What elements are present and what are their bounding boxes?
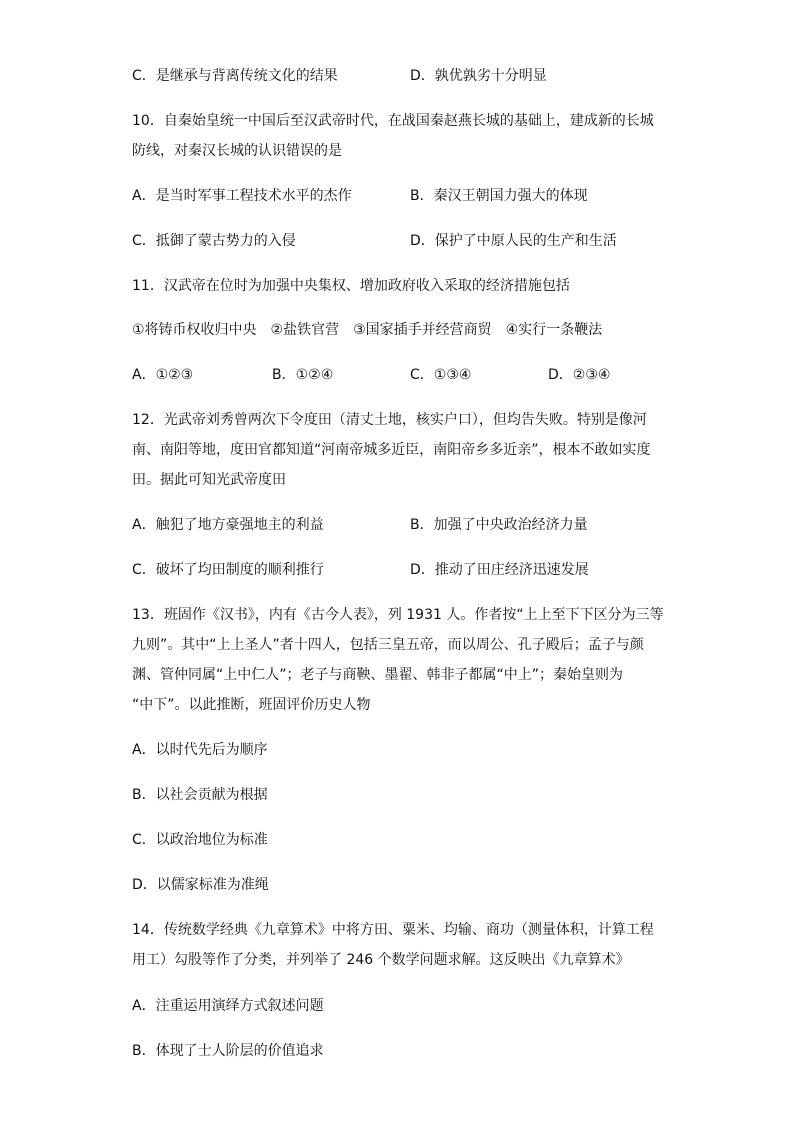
q10-option-b: B．秦汉王朝国力强大的体现 [410, 188, 588, 204]
q13-stem-line1: 13．班固作《汉书》，内有《古今人表》，列 1931 人。作者按“上上至下下区分为三等 [132, 607, 664, 623]
q13-option-c: C．以政治地位为标准 [132, 832, 268, 848]
q9-option-d: D．孰优孰劣十分明显 [410, 68, 547, 84]
q13-option-b: B．以社会贡献为根据 [132, 787, 268, 803]
q11-option-d: D．②③④ [548, 367, 611, 383]
q13-option-a: A．以时代先后为顺序 [132, 742, 268, 758]
q14-option-b: B．体现了士人阶层的价值追求 [132, 1043, 324, 1059]
q11-stem: 11．汉武帝在位时为加强中央集权、增加政府收入采取的经济措施包括 [132, 278, 570, 294]
q12-stem-line3: 田。据此可知光武帝度田 [132, 472, 286, 488]
q11-option-a: A．①②③ [132, 367, 194, 383]
q10-option-c: C．抵御了蒙古势力的入侵 [132, 233, 296, 249]
q9-option-c: C．是继承与背离传统文化的结果 [132, 68, 338, 84]
q10-option-a: A．是当时军事工程技术水平的杰作 [132, 188, 352, 204]
q14-stem-line2: 用工）勾股等作了分类，并列举了 246 个数学问题求解。这反映出《九章算术》 [132, 952, 630, 968]
q14-option-a: A．注重运用演绎方式叙述问题 [132, 998, 324, 1014]
q13-stem-line2: 九则”。其中“上上圣人”者十四人，包括三皇五帝，而以周公、孔子殿后；孟子与颜 [132, 637, 644, 653]
q10-option-d: D．保护了中原人民的生产和生活 [410, 233, 617, 249]
q12-stem-line2: 南、南阳等地，度田官都知道“河南帝城多近臣，南阳帝乡多近亲”，根本不敢如实度 [132, 442, 651, 458]
q12-stem-line1: 12．光武帝刘秀曾两次下令度田（清丈土地，核实户口），但均告失败。特别是像河 [132, 412, 647, 428]
q11-option-c: C．①③④ [410, 367, 472, 383]
q12-option-d: D．推动了田庄经济迅速发展 [410, 562, 589, 578]
q12-option-b: B．加强了中央政治经济力量 [410, 517, 588, 533]
q11-items: ①将铸币权收归中央 ②盐铁官营 ③国家插手并经营商贸 ④实行一条鞭法 [132, 322, 603, 338]
q12-option-c: C．破坏了均田制度的顺利推行 [132, 562, 324, 578]
q13-stem-line4: “中下”。以此推断，班固评价历史人物 [132, 697, 371, 713]
q13-option-d: D．以儒家标准为准绳 [132, 877, 269, 893]
q10-stem-line1: 10．自秦始皇统一中国后至汉武帝时代，在战国秦赵燕长城的基础上，建成新的长城 [132, 113, 654, 129]
q11-option-b: B．①②④ [272, 367, 334, 383]
q12-option-a: A．触犯了地方豪强地主的利益 [132, 517, 324, 533]
q10-stem-line2: 防线，对秦汉长城的认识错误的是 [132, 143, 342, 159]
q14-stem-line1: 14．传统数学经典《九章算术》中将方田、粟米、均输、商功（测量体积，计算工程 [132, 922, 654, 938]
q13-stem-line3: 渊、管仲同属“上中仁人”；老子与商鞅、墨翟、韩非子都属“中上”；秦始皇则为 [132, 667, 624, 683]
